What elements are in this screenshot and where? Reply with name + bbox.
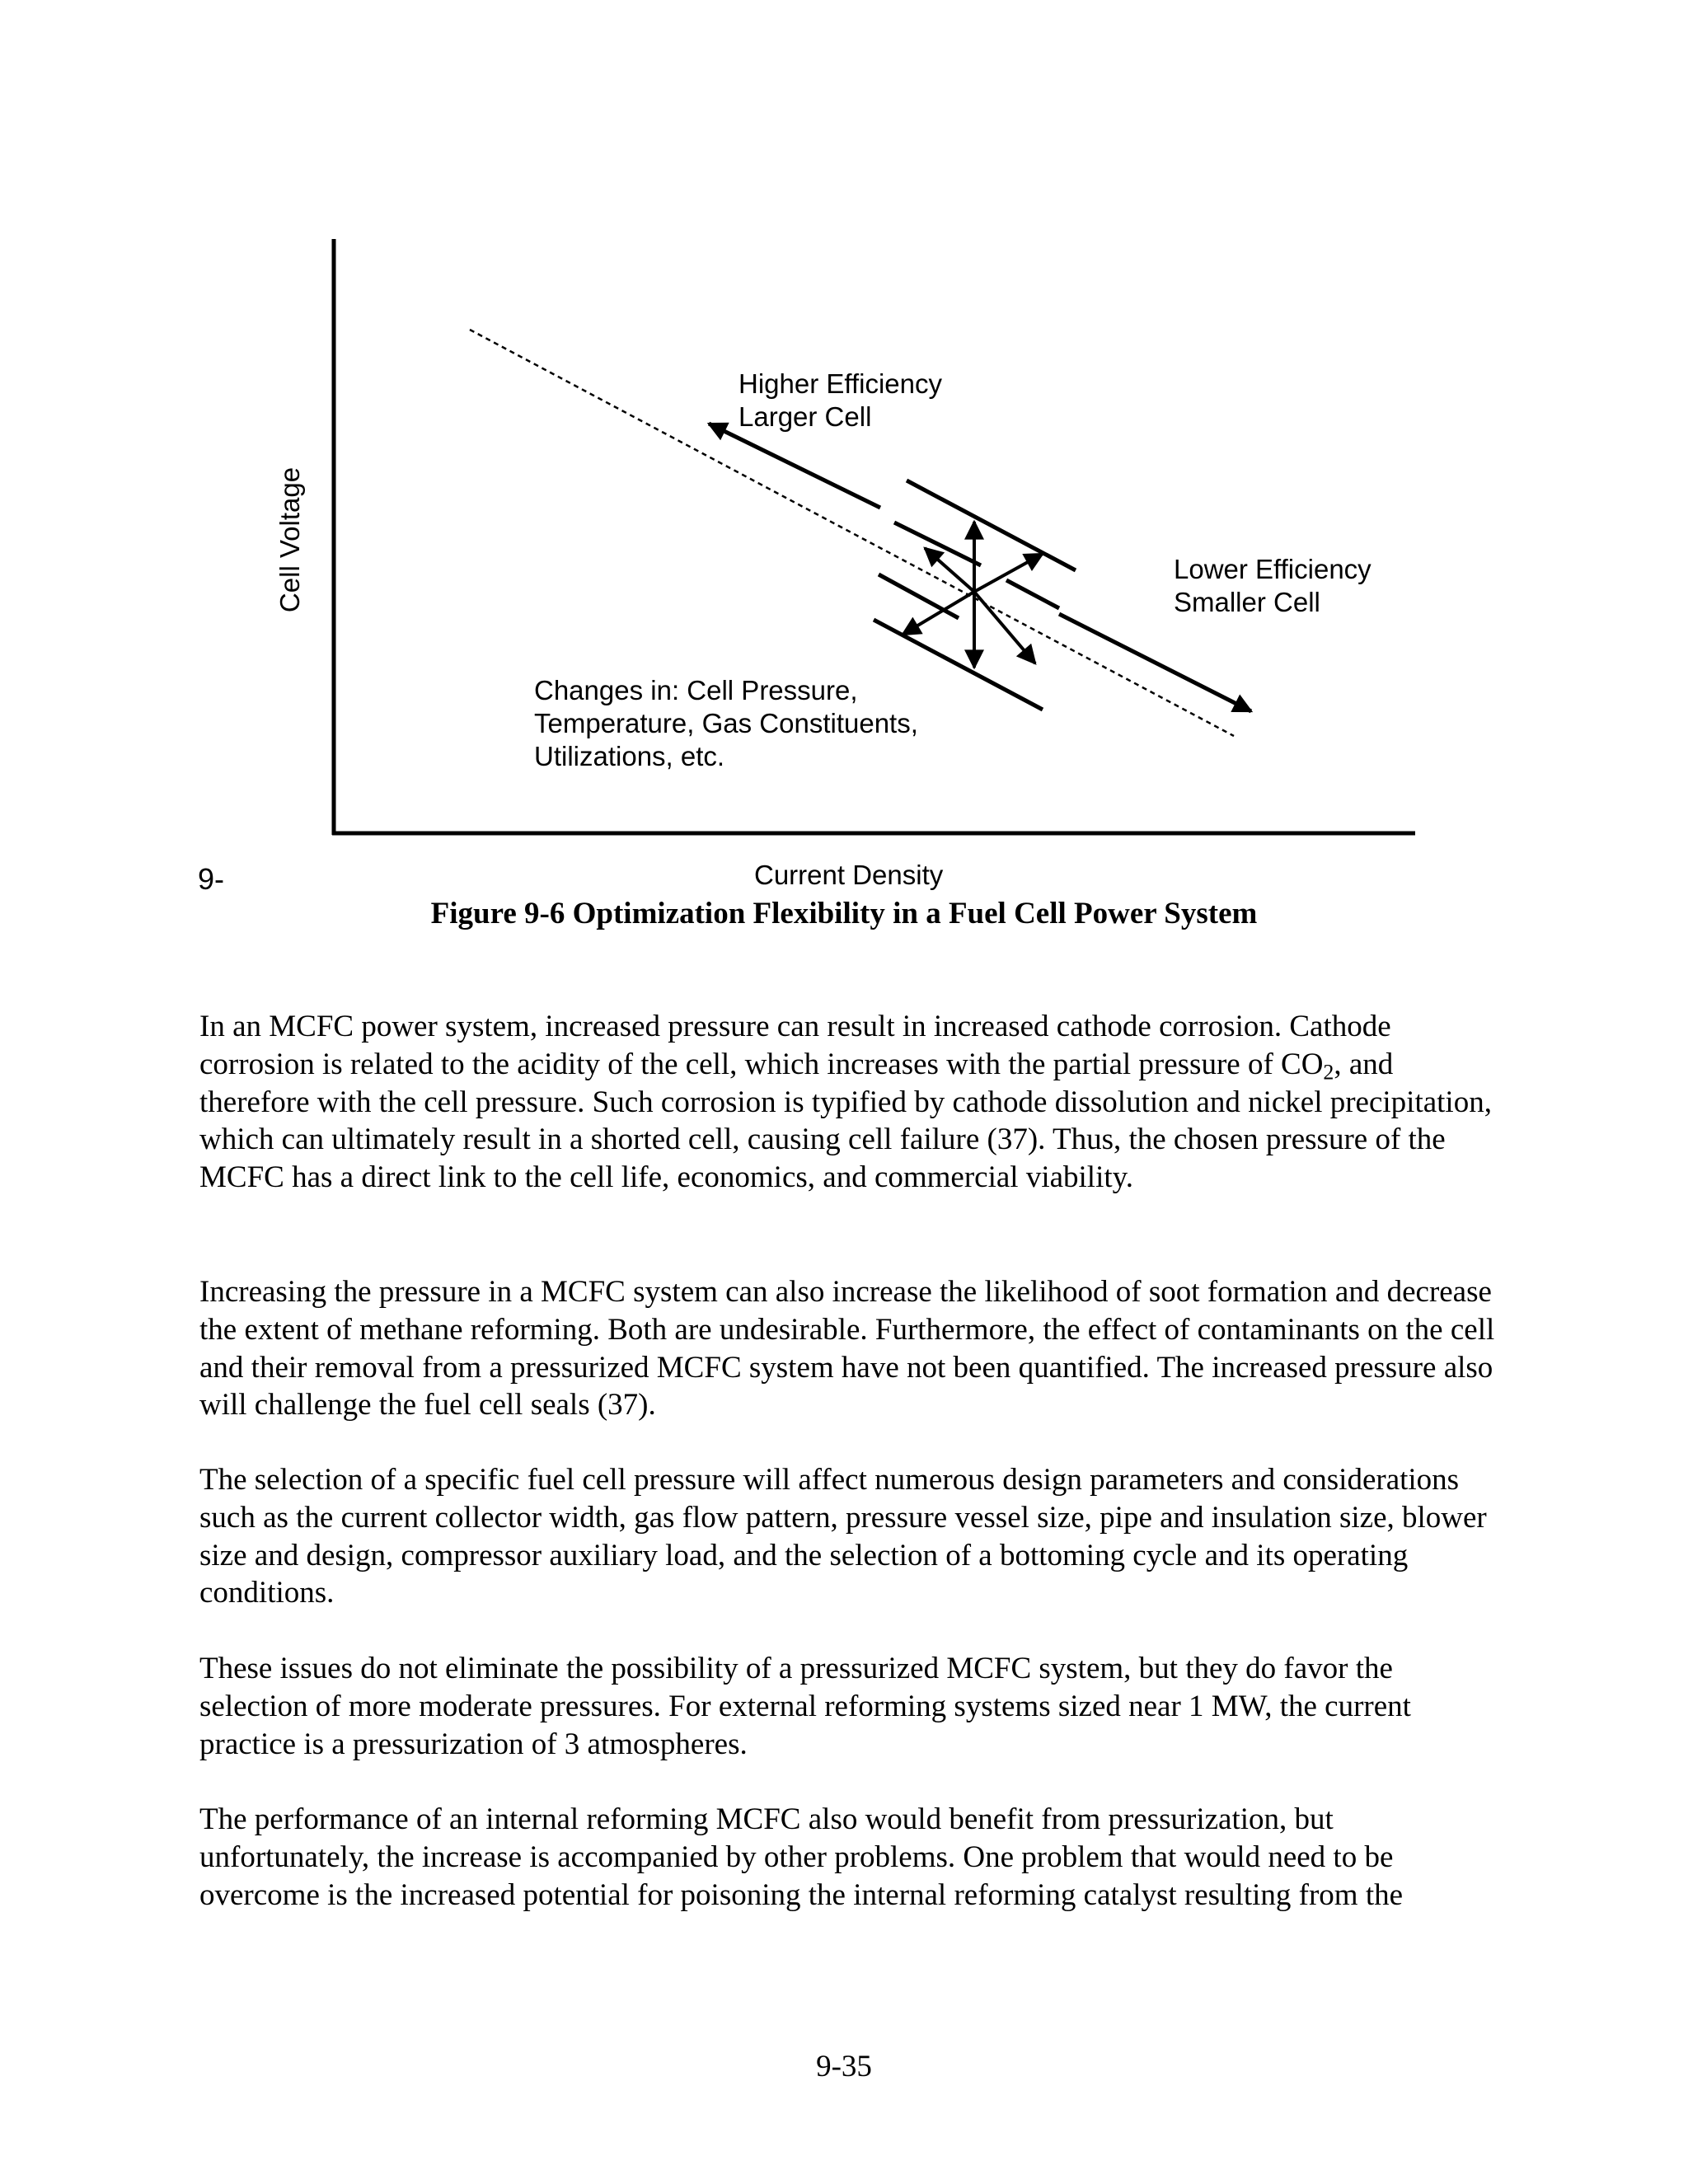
figure-9-6 [0,0,1688,896]
paragraph-3: The selection of a specific fuel cell pressure will affect numerous design parameters and considerations such as the current collector width, gas flow pattern, pressure vessel size, pipe and insulation size, blower size and design, compressor auxiliary load, and the selection of a bottoming cycle and its operating conditions. [199,1463,1487,1610]
lower-efficiency-arrow [1059,614,1251,711]
lower-efficiency-label: Lower Efficiency Smaller Cell [1174,554,1372,617]
figure-caption: Figure 9-6 Optimization Flexibility in a Fuel Cell Power System [430,897,1258,930]
paragraph-2: Increasing the pressure in a MCFC system can also increase the likelihood of soot formation and decrease the extent of methane reforming. Both are undesirable. Furthermore, the effect of contaminants on the cell and their removal from a pressurized MCFC system have not been quantified. The increased pressure also will challenge the fuel cell seals (37). [199,1275,1495,1422]
changes-note: Changes in: Cell Pressure, Temperature, Gas Constituents, Utilizations, etc. [534,675,918,771]
higher-efficiency-arrow [709,424,880,508]
y-axis-label: Cell Voltage [274,466,305,613]
x-axis-label: Current Density [754,860,944,890]
paragraph-4: These issues do not eliminate the possibility of a pressurized MCFC system, but they do favor the selection of more moderate pressures. For external reforming systems sized near 1 MW, the current practice is a pressurization of 3 atmospheres. [199,1652,1411,1761]
paragraph-1: In an MCFC power system, increased pressure can result in increased cathode corrosion. Cathode corrosion is related to the acidity of the cell, which increases with the partial pressure of $CO_2$, and therefore with the cell pressure. Such corrosion is typified by cathode dissolution and nickel precipitation, which can ultimately result in a shorted cell, causing cell failure (37). Thus, the chosen pressure of the MCFC has a direct link to the cell life, economics, and commercial viability. [199,1010,1492,1195]
page-number: 9-35 [816,2050,872,2083]
paragraph-5: The performance of an internal reforming MCFC also would benefit from pressurization, but unfortunately, the increase is accompanied by other problems. One problem that would need to be overcome is the increased potential for poisoning the internal reforming catalyst resulting from the [199,1802,1404,1912]
higher-efficiency-label: Higher Efficiency Larger Cell [738,368,943,432]
corner-marker: 9- [198,862,225,896]
